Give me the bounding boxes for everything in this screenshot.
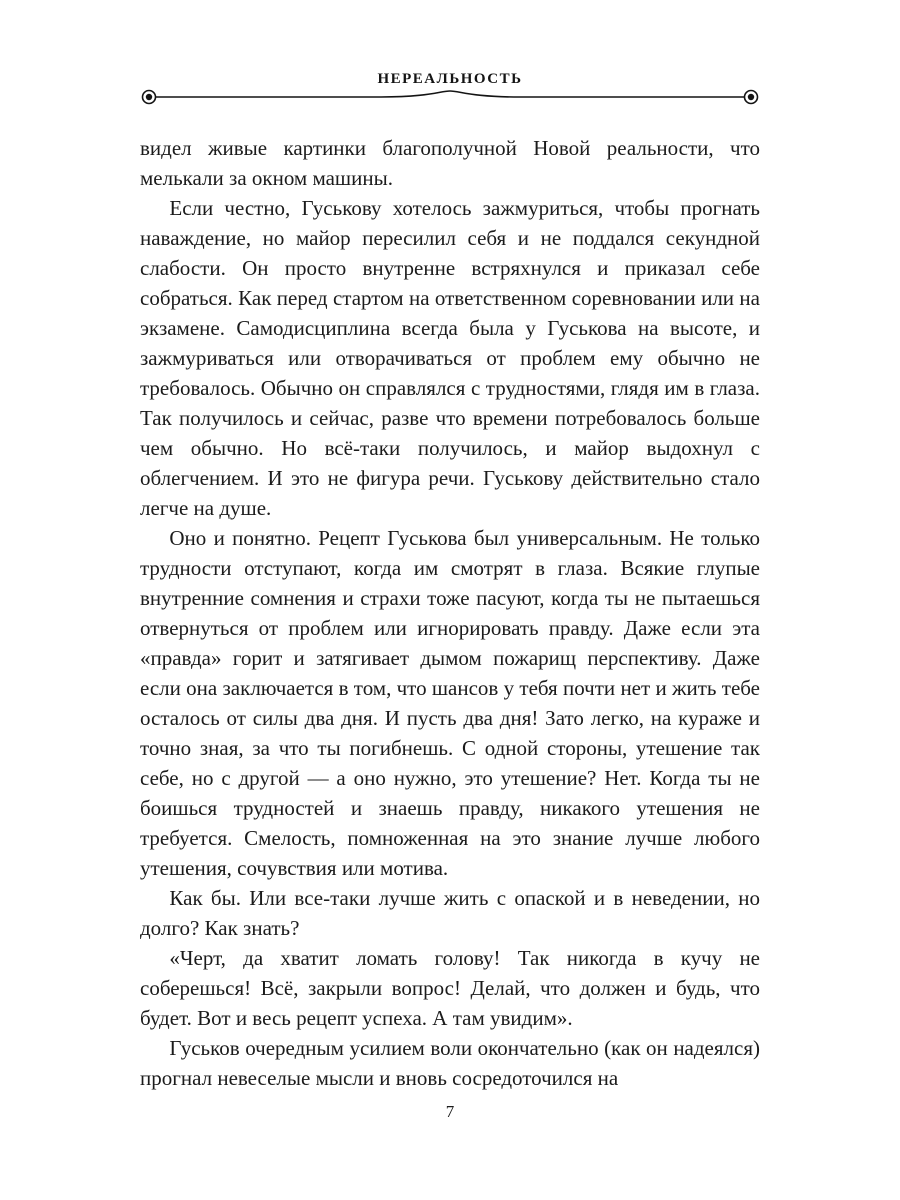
- paragraph: «Черт, да хватит ломать голову! Так никогда в кучу не соберешься! Всё, закрыли вопрос! Делай, что должен и будь, что будет. Вот и весь рецепт успеха. А там увидим».: [140, 946, 760, 1030]
- header-ornament: [140, 87, 760, 107]
- paragraph: Как бы. Или все-таки лучше жить с опаской и в неведении, но долго? Как знать?: [140, 886, 760, 940]
- chapter-header: [140, 0, 760, 107]
- book-title: НЕРЕАЛЬНОСТЬ: [377, 71, 523, 87]
- page-number: 7: [445, 1102, 455, 1121]
- ornament-dot-left-icon: [143, 91, 156, 104]
- page: [140, 0, 760, 1093]
- header-rule: [156, 91, 744, 97]
- paragraph: Оно и понятно. Рецепт Гуськова был универсальным. Не только трудности отступают, когда им смотрят в глаза. Всякие глупые внутренние сомнения и страхи тоже пасуют, когда ты не пытаешься отвернуться от проблем или игнорировать правду. Даже если эта «правда» горит и затягивает дымом пожарищ перспективу. Даже если она заключается в том, что шансов у тебя почти нет и жить тебе осталось от силы два дня. И пусть два дня! Зато легко, на кураже и точно зная, за что ты погибнешь. С одной стороны, утешение так себе, но с другой — а оно нужно, это утешение? Нет. Когда ты не боишься трудностей и знаешь правду, никакого утешения не требуется. Смелость, помноженная на это знание лучше любого утешения, сочувствия или мотива.: [140, 526, 760, 880]
- paragraph: Гуськов очередным усилием воли окончательно (как он надеялся) прогнал невеселые мысли и вновь сосредоточился на: [140, 1036, 760, 1090]
- paragraph: видел живые картинки благополучной Новой реальности, что мелькали за окном машины.: [140, 136, 760, 190]
- page-body: [140, 133, 760, 1093]
- ornament-dot-right-icon: [745, 91, 758, 104]
- paragraph: Если честно, Гуськову хотелось зажмуриться, чтобы прогнать наваждение, но майор пересилил себя и не поддался секундной слабости. Он просто внутренне встряхнулся и приказал себе собраться. Как перед стартом на ответственном соревновании или на экзамене. Самодисциплина всегда была у Гуськова на высоте, и зажмуриваться или отворачиваться от проблем ему обычно не требовалось. Обычно он справлялся с трудностями, глядя им в глаза. Так получилось и сейчас, разве что времени потребовалось больше чем обычно. Но всё-таки получилось, и майор выдохнул с облегчением. И это не фигура речи. Гуськову действительно стало легче на душе.: [140, 196, 760, 520]
- page-footer: [0, 1102, 900, 1122]
